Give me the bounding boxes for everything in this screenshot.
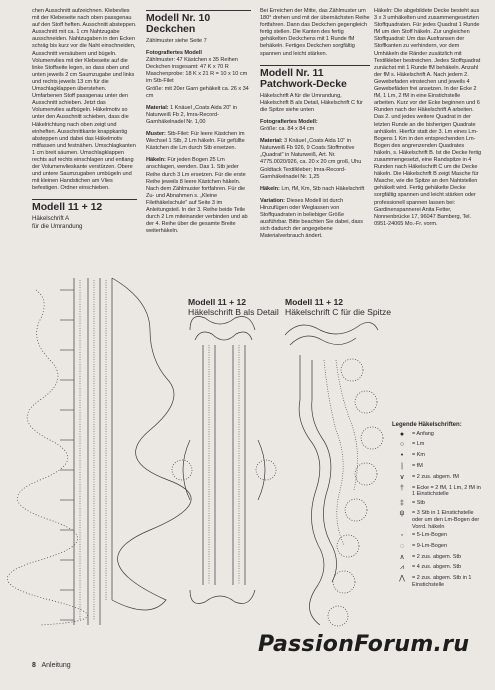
legend-title: Legende Häkelschriften: xyxy=(392,422,462,428)
legend-sc2tog-icon: ∨ xyxy=(399,473,405,481)
legend-label: = fM xyxy=(412,462,423,469)
legend-label: = 2 zus. abgem. Stb xyxy=(412,553,462,560)
chart-c-diagram xyxy=(285,322,383,626)
model-11-h2: Material: xyxy=(260,138,283,145)
column-1-text: chen Ausschnitt aufzeichnen. Klebevlies mit der Klebeseite nach oben passgenau auf den Stoff heften. Ausschnitt absteppen. Ausschnitt mit ca. 1 cm Nahtzugabe ausschneiden. Nahtzugaben in den Ecken schräg bis kurz vor die Naht einschneiden, Ausschnitt versäubern und bügeln. Volumenvlies mit der Klebeseite auf die linke Stoffseite legen, so dass oben und unten jeweils 2 cm Saumzugabe und links und rechts jeweils 13 cm für die Umschlagklappen überstehen. Umfarbenen Stoff passgenau unter den Ausschnitt schieben. Jetzt das Volumenvlies aufbügeln. Häkelmotiv so unter den Ausschnitt schieben, dass die Häkelrichtung nach oben zeigt und einheften. Ausschnittkante knappkantig absteppen und dabei das Häkelmotiv mitfassen und festnähen. Umschlagkanten 1 cm breit säumen. Umschlagklappen rechts auf rechts einschlagen und entlang der Volumenvlieskante verstürzen. Obere und untere Saumzugaben umbügeln und mit kleinen Handstichen am Vlies befestigen. Ordner einschieben. xyxy=(32,8,137,192)
model-11-p2: Größe: ca. 84 x 84 cm xyxy=(260,126,315,133)
legend-row xyxy=(392,452,482,461)
legend-dc2tog-same-icon: ⋀ xyxy=(399,575,405,583)
model-10-h3: Muster: xyxy=(146,131,166,138)
legend-row xyxy=(392,441,482,450)
model-11-h3: Häkeln: xyxy=(260,185,280,192)
chart-a-diagram xyxy=(7,278,191,625)
footer-label: Anleitung xyxy=(41,662,71,669)
model-10-p1b: Deckchen insgesamt: 47 K x 70 R xyxy=(146,64,229,71)
legend-5ch-arc-icon: ◦ xyxy=(400,531,404,539)
legend-label: = 4 zus. abgem. Stb xyxy=(412,564,462,571)
legend-row xyxy=(392,474,482,483)
legend-label: = 3 Stb in 1 Einstichstelle oder um den Lm-Bogen der Vorrd. häkeln xyxy=(412,510,480,530)
legend-label: = Lm xyxy=(412,441,425,448)
model-11-h4: Variation: xyxy=(260,197,285,204)
model-10-p1a: Zählmuster: 47 Kästchen x 35 Reihen xyxy=(146,57,238,64)
legend-row xyxy=(392,554,482,563)
legend-chain-icon: ○ xyxy=(399,441,405,449)
watermark: PassionForum.ru xyxy=(258,632,470,657)
diagram-c-title: Modell 11 + 12 xyxy=(285,297,344,307)
legend-single-crochet-icon: | xyxy=(401,462,403,470)
legend-3dc-icon: ψ xyxy=(399,510,405,518)
model-10-title: Modell Nr. 10 xyxy=(146,10,251,24)
legend-label: = Ecke = 2 fM, 1 Lm, 2 fM in 1 Einstichstelle xyxy=(412,484,481,498)
legend-label: = Stb xyxy=(412,499,425,506)
legend-dc2tog-icon: ∧ xyxy=(399,553,405,561)
diagram-c-sub: Häkelschrift C für die Spitze xyxy=(285,306,392,317)
diagram-a-sub2: für die Umrandung xyxy=(32,222,83,230)
legend-row xyxy=(392,500,482,509)
legend-label: = 5-Lm-Bogen xyxy=(412,531,448,538)
legend-row xyxy=(392,532,482,541)
legend-9ch-arc-icon: ◌ xyxy=(399,542,405,550)
model-11-p3: 3 Knäuel „Coats Aida 10" in Naturweiß Fb 926, 9 Coats Stoffmotive „Quadrat" in Naturweiß, Art. Nr. 4775.0020/926, ca. 20 x 20 cm groß, Uhu Goldtack Textilkleber; Imra-Record-Garnhäkelnadel Nr. 1,25 xyxy=(260,138,362,180)
model-10-p1c: Maschenprobe: 18 K x 21 R = 10 x 10 cm im Stb-Filet xyxy=(146,71,248,85)
legend-row xyxy=(392,543,482,552)
model-10-h1: Fotografiertes Modell xyxy=(146,50,202,57)
model-11-p5: Dieses Modell ist durch Hinzufügen oder Weglassen von Stoffquadraten in beliebiger Größe ausführbar. Bitte beachten Sie dabei, dass sich dadurch der angegebene Materialverbrauch ändert. xyxy=(260,197,364,240)
legend-slip-stitch-icon: • xyxy=(400,452,404,460)
legend-row xyxy=(392,431,482,440)
model-10-p3: Stb-Filet: Für leere Kästchen im Wechsel 1 Stb, 2 Lm häkeln. Für gefüllte Kästchen die Lm durch Stb ersetzen. xyxy=(146,131,245,152)
model-11-subtitle: Patchwork-Decke xyxy=(260,77,347,90)
diagram-a-title: Modell 11 + 12 xyxy=(32,199,137,213)
model-10-p2: 1 Knäuel „Coats Aida 20" in Naturweiß Fb 2, Imra-Record-Garnhäkelnadel Nr. 1,00 xyxy=(146,104,237,125)
column-4-text: Häkeln: Die abgebildete Decke besteht aus 3 x 3 umhäkelten und zusammengesetzten Stoffquadraten. Für jedes Quadrat 1 Runde fM um den Stoff häkeln. Zur ungleichen Stoffquadrat: Um das Ausfransen der Stoffkanten zu verhindern, vor dem Umhäkeln die Ränder zusätzlich mit Textilkleber bestreichen. Jedes Stoffquadrat zunächst mit 1 Runde fM behäkeln. Anzahl der fM s. Häkelschrift A. Nach jedem 2. Gewebefaden einstechen und jeweils 4 Gewebefäden frei ansetzen. In der Ecke 2 fM, 1 Lm, 2 fM in eine Einstichstelle arbeiten. Kurz vor der Ecke beginnen und 6 Runden nach der Häkelschrift A arbeiten. Das 2. und jedes weitere Quadrat in der letzten Runde an die bisherigen Quadrate anhäkeln. Hierfür statt der 3. Lm eines Lm-Bogens 1 Km in den entsprechenden Lm-Bogen des angrenzenden Quadrates häkeln, s. Häkelschrift B. Ist die Decke fertig zusammengesetzt, eine Randspitze in 4 Runden nach Häkelschrift C um die Decke häkeln. Die Häkelschrift B zeigt Masche für Masche, wie die Spitze an den Nahtstellen gehäkelt wird. Fertig gehäkelte Decke sorgfältig spannen und leicht stärken oder professionell spannen lassen bei: Gardinenspannerei Anita Fetter, Nonnenbrücke 17, 96047 Bamberg, Tel. 0951-24065 Mo.-Fr. vorm. xyxy=(374,8,482,227)
model-10-h2: Material: xyxy=(146,104,169,111)
page-number: 8 xyxy=(32,662,36,669)
chart-b-diagram xyxy=(172,317,276,604)
legend-start-icon: ● xyxy=(399,430,405,438)
legend-label: = 9-Lm-Bogen xyxy=(412,542,448,549)
page-footer xyxy=(32,662,71,669)
model-11-h1: Fotografiertes Modell: xyxy=(260,118,318,125)
model-10-note: Zählmuster siehe Seite 7 xyxy=(146,38,207,44)
legend-corner-icon: † xyxy=(400,484,404,492)
model-11-title: Modell Nr. 11 xyxy=(260,65,370,79)
model-10-end: Bei Erreichen der Mitte, das Zählmuster um 180° drehen und mit der übernächsten Reihe fortfahren. Dann das Deckchen gegengleich fertig stellen. Die Kanten des fertig gehäkelten Deckchens mit 1 Runde fM behäkeln. Fertiges Deckchen sorgfältig spannen und leicht stärken. xyxy=(260,8,370,57)
model-10-subtitle: Deckchen xyxy=(146,23,196,35)
legend-row xyxy=(392,510,482,530)
model-11-p1: Häkelschrift A für die Umrandung, Häkelschrift B als Detail, Häkelschrift C für die Spitze siehe unten xyxy=(260,92,363,113)
diagram-b-title: Modell 11 + 12 xyxy=(188,297,247,307)
legend-double-crochet-icon: ‡ xyxy=(400,499,404,507)
legend-row xyxy=(392,463,482,472)
diagram-b-sub: Häkelschrift B als Detail xyxy=(188,306,279,317)
legend-row xyxy=(392,485,482,498)
legend-row xyxy=(392,575,482,588)
legend-label: = 2 zus. abgem. fM xyxy=(412,473,459,480)
model-10-p4: Für jeden Bogen 25 Lm anschlagen, wenden. Das 1. Stb jeder Reihe durch 3 Lm ersetzen. Für die erste Reihe jeweils 8 leere Kästchen häkeln. Nach dem Zählmuster fortfahren. Für die Zu- und Abnahmen s. „Kleine Filethäkelschule" auf Seite 3 im Anleitungsteil. In der 3. Reihe beide Teile durch 2 Lm miteinander verbinden und ab der 4. Reihe über die gesamte Breite weiterhäkeln. xyxy=(146,157,248,235)
model-11-p4: Lm, fM, Km, Stb nach Häkelschrift xyxy=(281,185,365,192)
model-10-h4: Häkeln: xyxy=(146,157,166,164)
legend xyxy=(392,422,482,590)
legend-label: = Anfang xyxy=(412,430,434,437)
legend-label: = 2 zus. abgem. Stb in 1 Einstichstelle xyxy=(412,575,472,588)
legend-dc4tog-icon: ⩘ xyxy=(400,564,404,572)
legend-row xyxy=(392,564,482,573)
model-10-p1d: Größe: mit 20er Garn gehäkelt ca. 26 x 34 cm xyxy=(146,85,249,99)
legend-label: = Km xyxy=(412,452,425,459)
diagram-a-sub: Häkelschrift A xyxy=(32,215,70,223)
